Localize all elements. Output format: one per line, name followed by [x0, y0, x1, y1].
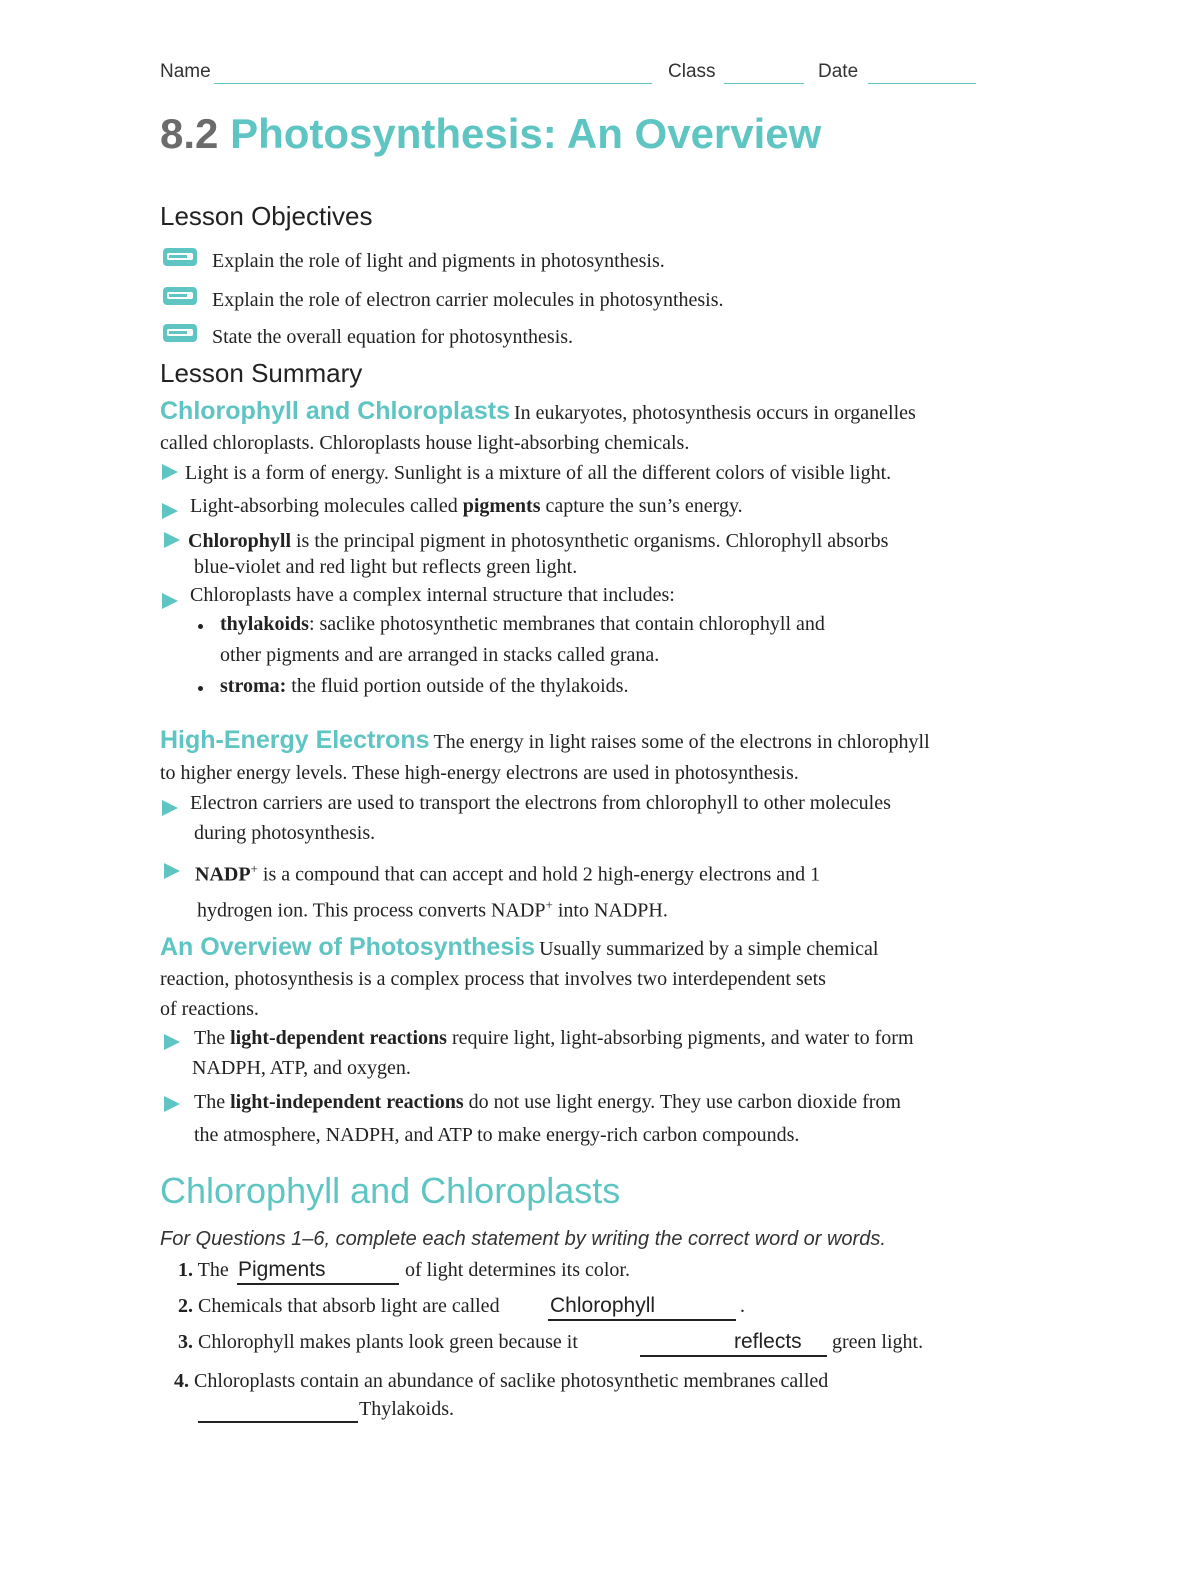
subsection-intro-cont: reaction, photosynthesis is a complex process that involves two interdependent sets [160, 968, 826, 990]
question-4 [174, 1370, 828, 1393]
term-nadp: NADP [195, 863, 251, 886]
bullet-arrow-icon [162, 464, 178, 480]
bullet-arrow-icon [164, 1034, 180, 1050]
answer-1[interactable]: Pigments [238, 1258, 326, 1281]
summary-section-chlorophyll [160, 397, 916, 426]
answer-3[interactable]: reflects [734, 1330, 802, 1353]
subsection-intro-cont: of reactions. [160, 998, 259, 1020]
question-text: Chlorophyll makes plants look green because it [198, 1331, 578, 1353]
term-light-independent: light-independent reactions [230, 1091, 464, 1113]
question-text: Chloroplasts contain an abundance of saclike photosynthetic membranes called [194, 1370, 829, 1392]
term-pigments: pigments [462, 495, 541, 517]
bullet-arrow-icon [164, 532, 180, 548]
term-stroma: stroma: [220, 675, 287, 697]
bullet-text-part: is the principal pigment in photosynthetic organisms. Chlorophyll absorbs [296, 530, 889, 552]
subsection-intro: Usually summarized by a simple chemical [539, 938, 879, 960]
bullet-text-cont: NADPH, ATP, and oxygen. [192, 1057, 411, 1079]
bullet-text [188, 530, 888, 553]
superscript: + [545, 897, 553, 912]
sub-bullet-text [220, 675, 628, 698]
answer-2-blank [548, 1319, 736, 1321]
name-field[interactable] [214, 83, 652, 84]
objectives-heading: Lesson Objectives [160, 201, 373, 231]
question-1 [178, 1259, 229, 1282]
bullet-text-part: Light-absorbing molecules called [190, 495, 458, 517]
question-2 [178, 1295, 500, 1318]
subsection-intro: The energy in light raises some of the electrons in chlorophyll [433, 731, 930, 753]
bullet-text-part: The [194, 1091, 226, 1113]
bullet-text-part: do not use light energy. They use carbon dioxide from [468, 1091, 901, 1113]
bullet-text-part: is a compound that can accept and hold 2 high-energy electrons and 1 [262, 863, 821, 886]
bullet-text-part: The [194, 1027, 226, 1049]
question-2-post: . [740, 1295, 745, 1317]
bullet-text-cont: blue-violet and red light but reflects green light. [194, 556, 578, 578]
term-light-dependent: light-dependent reactions [230, 1027, 447, 1049]
questions-heading: Chlorophyll and Chloroplasts [160, 1170, 621, 1211]
date-label: Date [818, 61, 859, 82]
summary-section-electrons [160, 726, 930, 755]
sub-bullet-text [220, 613, 825, 636]
bullet-text-cont [197, 897, 668, 923]
question-number: 2. [178, 1295, 193, 1317]
key-icon [162, 247, 198, 267]
bullet-arrow-icon [162, 800, 178, 816]
term-chlorophyll: Chlorophyll [188, 530, 291, 552]
question-text: Chemicals that absorb light are called [198, 1295, 500, 1317]
bullet-text [194, 1027, 914, 1050]
sub-bullet-text-part: the fluid portion outside of the thylakoids. [291, 675, 629, 697]
sub-bullet-text-part: : saclike photosynthetic membranes that contain chlorophyll and [308, 613, 825, 635]
objective-item: State the overall equation for photosynthesis. [212, 326, 574, 348]
subsection-intro: In eukaryotes, photosynthesis occurs in organelles [514, 402, 916, 424]
question-number: 1. [178, 1259, 193, 1281]
superscript: + [250, 861, 258, 876]
subsection-heading: An Overview of Photosynthesis [160, 933, 536, 961]
question-number: 4. [174, 1370, 189, 1392]
bullet-arrow-icon [162, 503, 178, 519]
bullet-text: Chloroplasts have a complex internal structure that includes: [190, 584, 675, 606]
answer-1-blank [237, 1283, 399, 1285]
subsection-heading: High-Energy Electrons [160, 726, 430, 754]
question-1-post: of light determines its color. [405, 1259, 630, 1281]
subsection-intro-cont: called chloroplasts. Chloroplasts house light-absorbing chemicals. [160, 432, 690, 454]
bullet-arrow-icon [164, 1096, 180, 1112]
bullet-text-part: capture the sun’s energy. [545, 495, 743, 517]
bullet-text-cont: during photosynthesis. [194, 822, 376, 844]
key-icon [162, 323, 198, 343]
term-thylakoids: thylakoids [220, 613, 309, 635]
answer-2[interactable]: Chlorophyll [550, 1294, 656, 1317]
question-3 [178, 1331, 578, 1354]
objective-item: Explain the role of electron carrier molecules in photosynthesis. [212, 289, 724, 311]
question-text: The [197, 1259, 229, 1281]
bullet-arrow-icon [164, 863, 180, 879]
bullet-text [190, 495, 743, 518]
summary-section-overview [160, 933, 878, 962]
sub-bullet-dot [198, 624, 203, 629]
page-title [160, 110, 821, 158]
bullet-text [195, 861, 820, 887]
sub-bullet-text-cont: other pigments and are arranged in stacks called grana. [220, 644, 660, 666]
sub-bullet-dot [198, 686, 203, 691]
subsection-intro-cont: to higher energy levels. These high-energy electrons are used in photosynthesis. [160, 762, 799, 784]
objective-item: Explain the role of light and pigments in photosynthesis. [212, 250, 665, 272]
question-number: 3. [178, 1331, 193, 1353]
answer-4[interactable]: Thylakoids. [359, 1398, 454, 1420]
subsection-heading: Chlorophyll and Chloroplasts [160, 397, 511, 425]
bullet-text: Light is a form of energy. Sunlight is a mixture of all the different colors of visible light. [185, 462, 892, 484]
date-field[interactable] [868, 83, 976, 84]
section-number: 8.2 [160, 110, 219, 157]
summary-heading: Lesson Summary [160, 358, 363, 388]
class-field[interactable] [724, 83, 804, 84]
bullet-text: Electron carriers are used to transport the electrons from chlorophyll to other molecules [190, 792, 891, 814]
class-label: Class [668, 61, 716, 82]
question-3-post: green light. [832, 1331, 924, 1353]
section-title: Photosynthesis: An Overview [230, 110, 822, 157]
bullet-arrow-icon [162, 593, 178, 609]
bullet-text-cont: the atmosphere, NADPH, and ATP to make energy-rich carbon compounds. [194, 1124, 800, 1146]
key-icon [162, 286, 198, 306]
bullet-text-part: require light, light-absorbing pigments, and water to form [451, 1027, 914, 1049]
bullet-text-part: hydrogen ion. This process converts NADP [197, 899, 546, 922]
questions-instructions: For Questions 1–6, complete each statement by writing the correct word or words. [160, 1228, 886, 1250]
answer-4-blank [198, 1421, 358, 1423]
answer-3-blank [640, 1355, 827, 1357]
name-label: Name [160, 61, 211, 82]
bullet-text [194, 1091, 901, 1114]
bullet-text-part: into NADPH. [557, 899, 668, 922]
